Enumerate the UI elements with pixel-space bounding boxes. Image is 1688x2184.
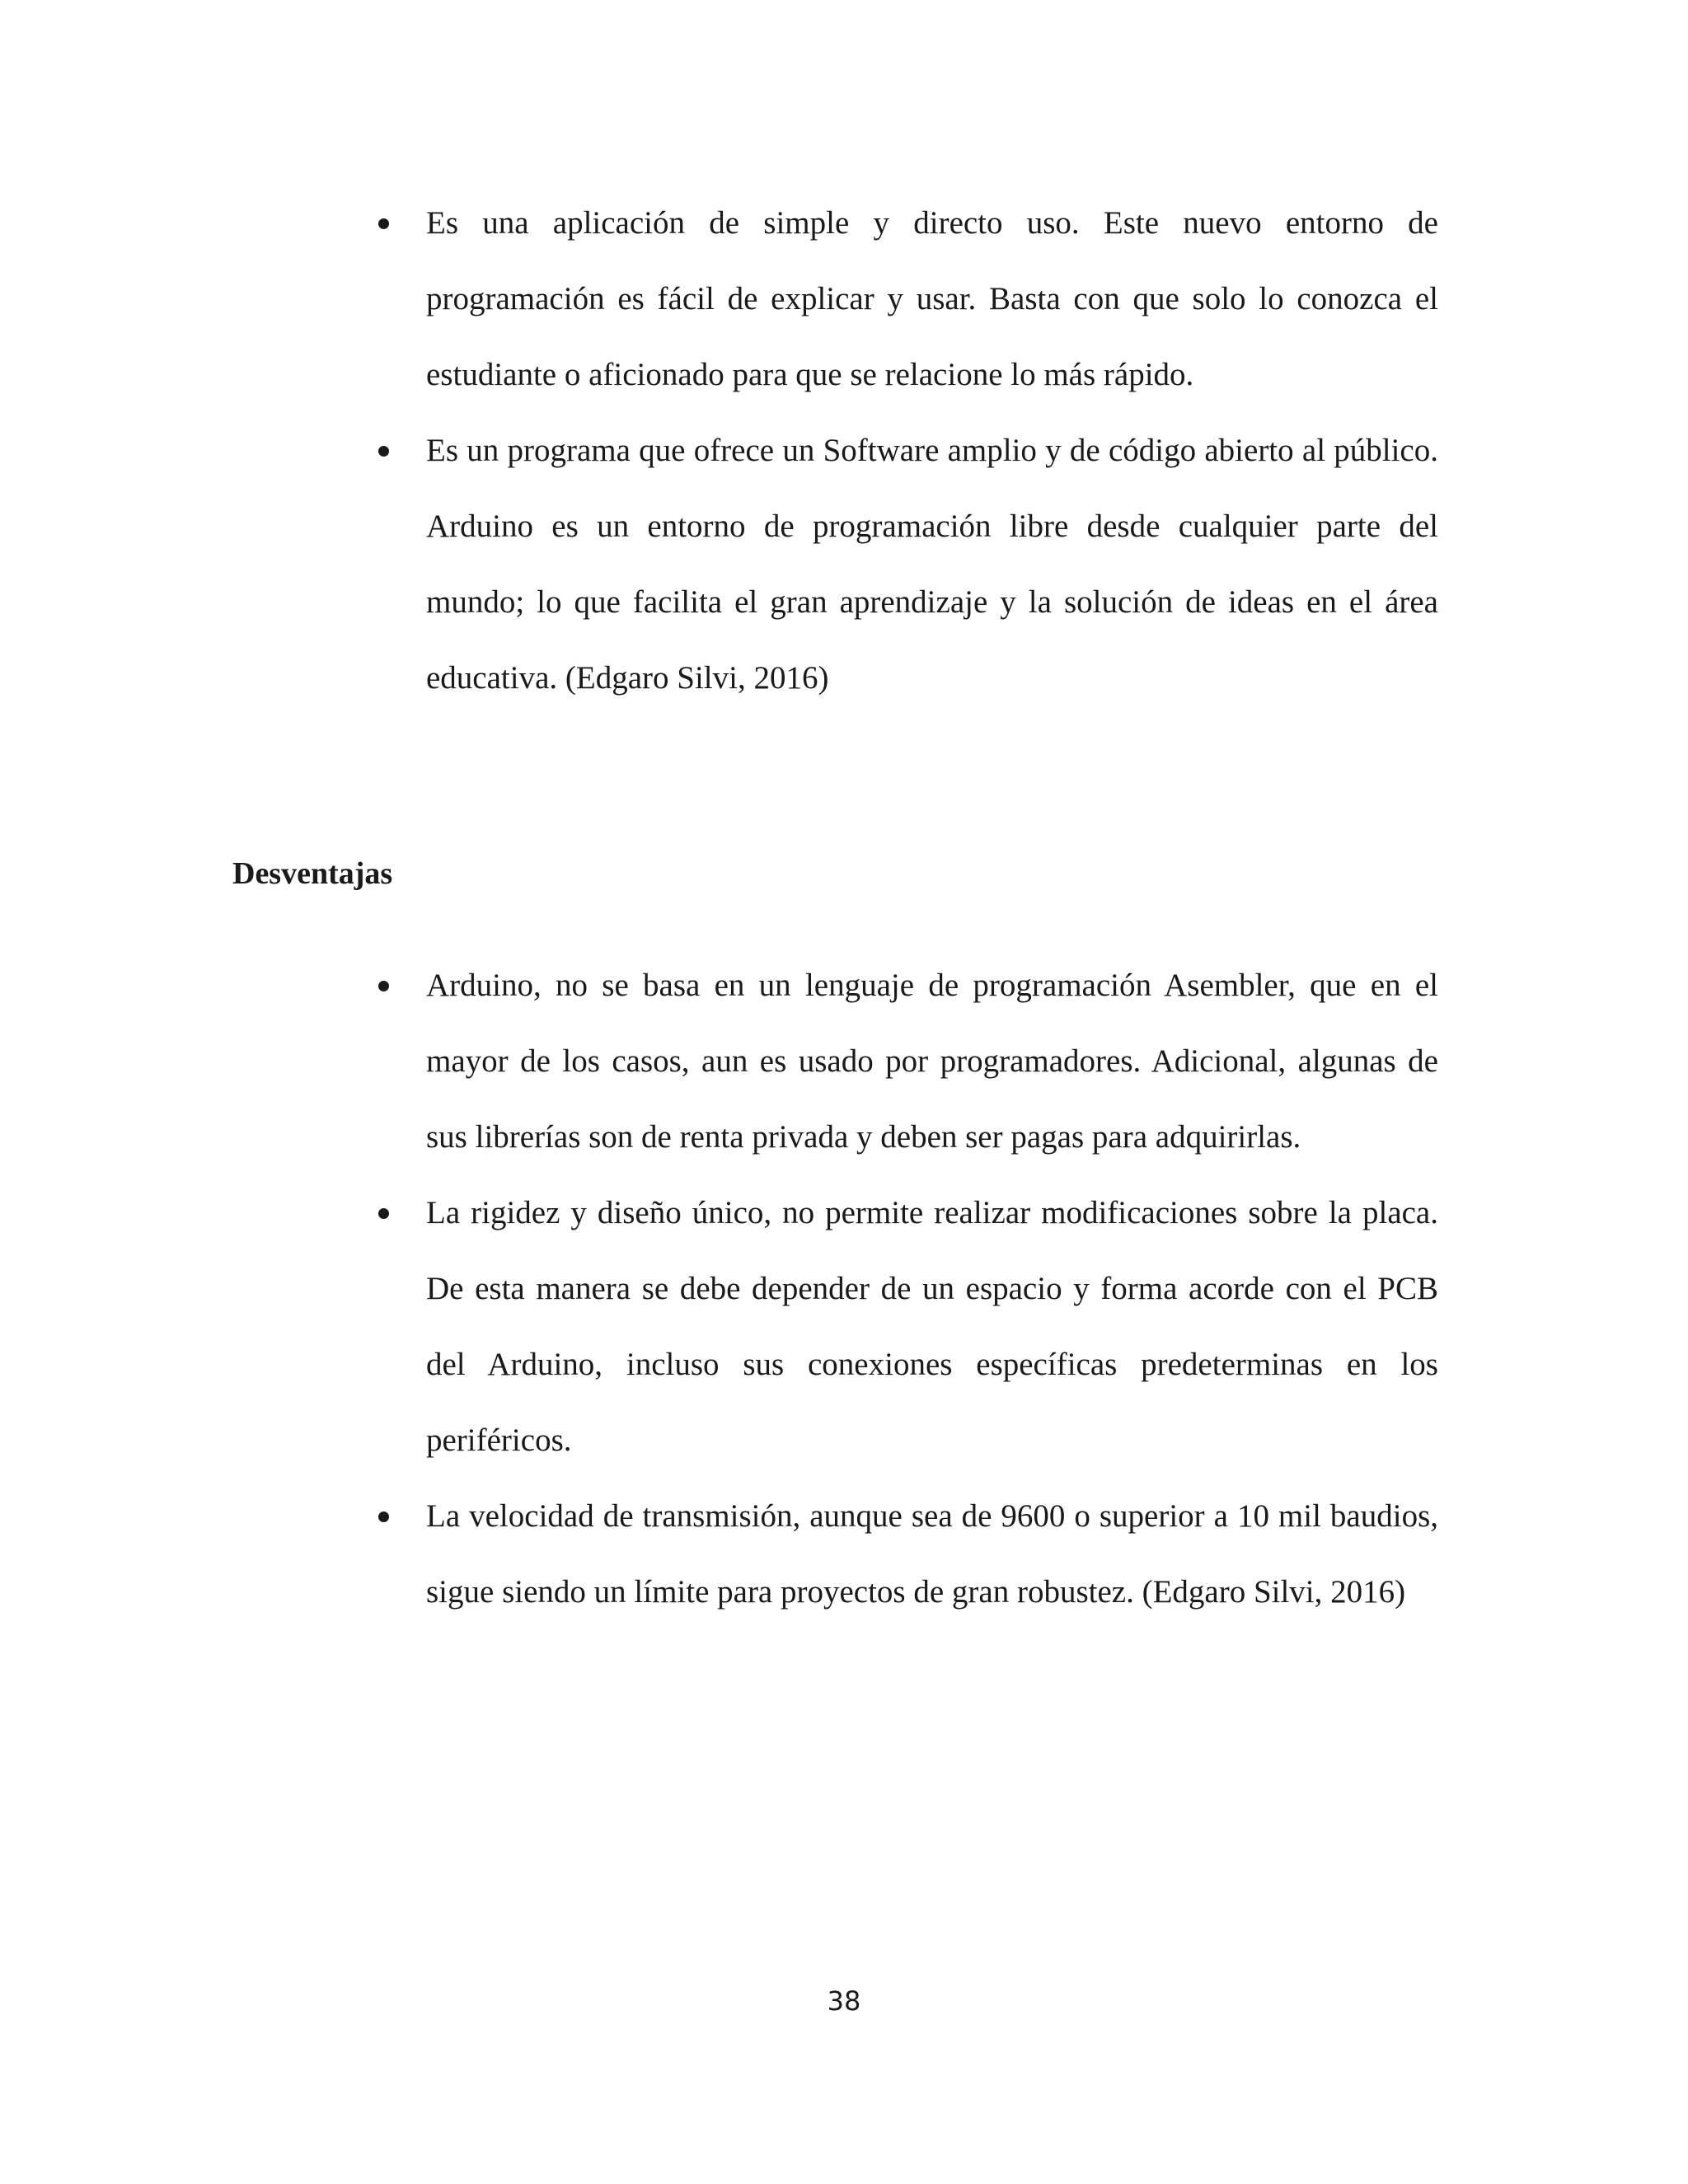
bullet-icon <box>378 1208 389 1219</box>
list-item-text: Arduino, no se basa en un lenguaje de programación Asembler, que en el mayor de los casos, aun es usado por programadores. Adicional, algunas de sus librerías son de renta privada y deben ser pagas para adquirirlas. <box>426 968 1438 1155</box>
list-item <box>367 948 1438 1175</box>
list-item-text: La velocidad de transmisión, aunque sea de 9600 o superior a 10 mil baudios, sigue siendo un límite para proyectos de gran robustez. (Edgaro Silvi, 2016) <box>426 1498 1438 1610</box>
list-item <box>367 1479 1438 1630</box>
list-item <box>367 1175 1438 1479</box>
section-heading: Desventajas <box>232 856 393 891</box>
bullet-icon <box>378 446 389 457</box>
list-item <box>367 185 1438 413</box>
list-item-text: Es una aplicación de simple y directo uso. Este nuevo entorno de programación es fácil de explicar y usar. Basta con que solo lo conozca el estudiante o aficionado para que se relacione lo más rápido. <box>426 205 1438 392</box>
bullet-icon <box>378 981 389 991</box>
bullet-icon <box>378 218 389 229</box>
bullet-icon <box>378 1511 389 1522</box>
ventajas-list <box>367 185 1438 716</box>
desventajas-list <box>367 948 1438 1630</box>
list-item-text: Es un programa que ofrece un Software amplio y de código abierto al público. Arduino es un entorno de programación libre desde cualquier parte del mundo; lo que facilita el gran aprendizaje y la solución de ideas en el área educativa. (Edgaro Silvi, 2016) <box>426 433 1438 696</box>
page-number: 38 <box>827 1985 861 2017</box>
list-item-text: La rigidez y diseño único, no permite realizar modificaciones sobre la placa. De esta manera se debe depender de un espacio y forma acorde con el PCB del Arduino, incluso sus conexiones específicas predeterminas en los periféricos. <box>426 1195 1438 1458</box>
list-item <box>367 413 1438 716</box>
